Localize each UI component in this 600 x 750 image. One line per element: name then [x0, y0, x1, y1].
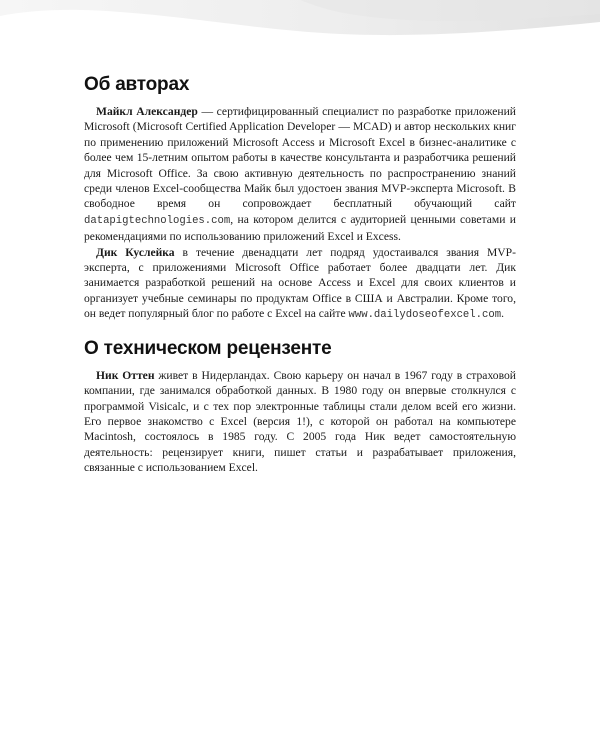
- page-content: [84, 74, 516, 476]
- author-bio-text: в течение двенадцати лет подряд удостаивался звания MVP-эксперта, с приложениями Microsoft Office работает более двадцати лет. Дик занимается разработкой решений на основе Access и Excel для своих клиентов и организует учебные семинары по продуктам Office в США и Австралии. Кроме того, он ведет популярный блог по работе с Excel на сайте: [84, 245, 516, 321]
- author-bio-text: — сертифицированный специалист по разработке приложений Microsoft (Microsoft Certified Application Developer — MCAD) и автор нескольких книг по применению приложений Microsoft Access и Microsoft Excel в бизнес-аналитике с более чем 15-летним опытом работы в качестве консультанта и разработчика решений для Microsoft Office. За свою активную деятельность по распространению знаний среди членов Excel-сообщества Майк был удостоен звания MVP-эксперта Microsoft. В свободное время он сопровождает бесплатный обучающий сайт: [84, 105, 516, 211]
- author-website-link[interactable]: www.dailydoseofexcel.com: [348, 309, 502, 322]
- author-name: Дик Куслейка: [96, 245, 175, 259]
- reviewer-bio-text: живет в Нидерландах. Свою карьеру он начал в 1967 году в страховой компании, где занимался обработкой данных. В 1980 году он впервые столкнулся с программой Visicalc, и с тех пор электронные таблицы стали делом всей его жизни. Его первое знакомство с Excel (версия 1!), с которой он работал на компьютере Macintosh, состоялось в 1985 году. С 2005 года Ник ведет самостоятельную деятельность: рецензирует книги, пишет статьи и разрабатывает приложения, связанные с использованием Excel.: [84, 368, 516, 475]
- authors-section: [84, 74, 516, 324]
- author-bio-dick: [84, 245, 516, 324]
- author-bio-text-end: , на котором делится с аудиторией ценными советами и рекомендациями по использованию приложений Excel и Excess.: [84, 212, 516, 244]
- reviewer-heading: О техническом рецензенте: [84, 337, 332, 359]
- author-bio-michael: [84, 104, 516, 245]
- reviewer-name: Ник Оттен: [96, 368, 155, 382]
- authors-heading: Об авторах: [84, 74, 190, 95]
- author-website-link[interactable]: datapigtechnologies.com: [84, 214, 231, 227]
- reviewer-section: [84, 338, 516, 476]
- reviewer-bio-nick: [84, 368, 516, 476]
- author-bio-text-end: .: [501, 307, 504, 321]
- author-name: Майкл Александер: [96, 105, 198, 118]
- page-corner-decoration: [0, 0, 600, 60]
